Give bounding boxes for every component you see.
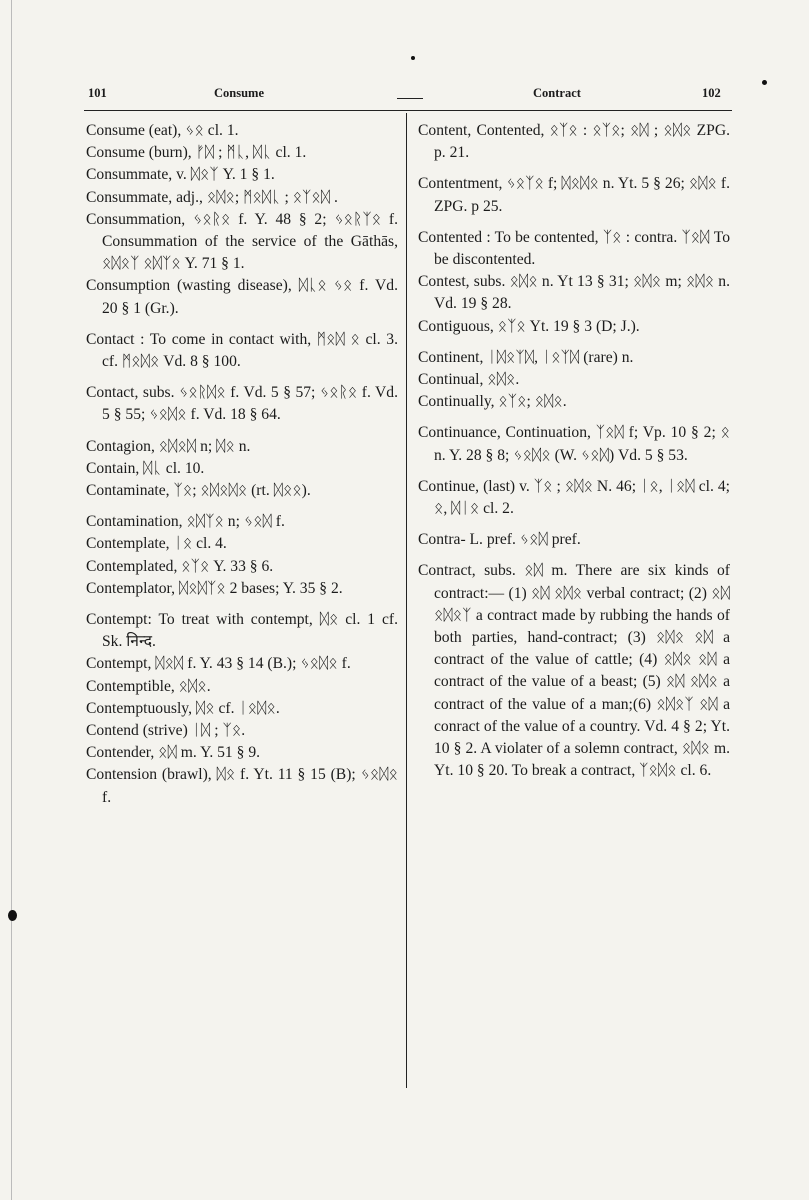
dictionary-entry: Contemplator, ᛞᛟᛞᛉᛟ 2 bases; Y. 35 § 2. xyxy=(86,579,343,597)
dictionary-entry: Contamination, ᛟᛞᛉᛟ n; ᛃᛟᛞ f. xyxy=(86,513,285,531)
dictionary-entry: Contempt: To treat with contempt, ᛞᛟ cl. 1 cf. Sk. निन्द. xyxy=(86,611,398,651)
dictionary-entry: Contain, ᛞᚳ cl. 10. xyxy=(86,459,205,477)
dictionary-entry: Contend (strive) ᛁᛞ ; ᛉᛟ. xyxy=(86,722,246,740)
right-page-number: 102 xyxy=(702,86,721,100)
dictionary-entry: Contact : To come in contact with, ᛗᛟᛞ ᛟ cl. 3. cf. ᛗᛟᛞᛟ Vd. 8 § 100. xyxy=(86,330,398,371)
dictionary-entry: Consume (eat), ᛃᛟ cl. 1. xyxy=(86,122,239,139)
dictionary-entry: Continuance, Continuation, ᛉᛟᛞ f; Vp. 10 § 2; ᛟ n. Y. 28 § 8; ᛃᛟᛞᛟ (W. ᛃᛟᛞ) Vd. 5 § 53. xyxy=(418,424,730,464)
dictionary-entry: Contension (brawl), ᛞᛟ f. Yt. 11 § 15 (B); ᛃᛟᛞᛟ f. xyxy=(86,766,398,806)
dictionary-entry: Contest, subs. ᛟᛞᛟ n. Yt 13 § 31; ᛟᛞᛟ m; ᛟᛞᛟ n. Vd. 19 § 28. xyxy=(418,273,730,313)
left-column xyxy=(86,120,398,809)
dictionary-entry: Continue, (last) v. ᛉᛟ ; ᛟᛞᛟ N. 46; ᛁᛟ, ᛁᛟᛞ cl. 4; ᛟ, ᛞᛁᛟ cl. 2. xyxy=(418,477,730,518)
ink-speck xyxy=(762,80,767,85)
left-running-head: Consume xyxy=(214,86,265,100)
dictionary-entry: Content, Contented, ᛟᛉᛟ : ᛟᛉᛟ; ᛟᛞ ; ᛟᛞᛟ ZPG. p. 21. xyxy=(418,122,730,162)
right-running-head: Contract xyxy=(533,86,581,100)
ink-blot xyxy=(8,910,17,921)
dictionary-entry: Continual, ᛟᛞᛟ. xyxy=(418,371,520,389)
dictionary-entry: Contra- L. pref. ᛃᛟᛞ pref. xyxy=(418,531,581,549)
dictionary-entry: Contemplated, ᛟᛉᛟ Y. 33 § 6. xyxy=(86,557,274,575)
dictionary-entry: Contempt, ᛞᛟᛞ f. Y. 43 § 14 (B.); ᛃᛟᛞᛟ f. xyxy=(86,655,351,673)
dictionary-entry: Consummate, adj., ᛟᛞᛟ; ᛗᛟᛞᚳ ; ᛟᛉᛟᛞ . xyxy=(86,188,338,206)
dictionary-entry: Contented : To be contented, ᛉᛟ : contra. ᛉᛟᛞ To be discontented. xyxy=(418,228,730,269)
dictionary-entry: Contemptible, ᛟᛞᛟ. xyxy=(86,677,211,695)
dictionary-entry: Consummate, v. ᛞᛟᛉ Y. 1 § 1. xyxy=(86,166,275,184)
binding-edge-line xyxy=(11,0,12,1200)
header-dash xyxy=(397,98,423,99)
dictionary-entry: Consummation, ᛃᛟᚱᛟ f. Y. 48 § 2; ᛃᛟᚱᛉᛟ f. Consummation of the service of the Gāthās, ᛟᛞᛟᛉ ᛟᛞᛉᛟ Y. 71 § 1. xyxy=(86,210,398,273)
dictionary-entry: Contemptuously, ᛞᛟ cf. ᛁᛟᛞᛟ. xyxy=(86,699,280,717)
dictionary-entry: Contaminate, ᛉᛟ; ᛟᛞᛟᛞᛟ (rt. ᛞᛟᛟ). xyxy=(86,482,311,500)
dictionary-entry: Contemplate, ᛁᛟ cl. 4. xyxy=(86,535,227,553)
left-page-number: 101 xyxy=(88,86,107,100)
dictionary-entry: Consume (burn), ᚠᛞ ; ᛗᚳ, ᛞᚳ cl. 1. xyxy=(86,144,307,162)
dictionary-entry: Contact, subs. ᛃᛟᚱᛞᛟ f. Vd. 5 § 57; ᛃᛟᚱᛟ f. Vd. 5 § 55; ᛃᛟᛞᛟ f. Vd. 18 § 64. xyxy=(86,384,398,424)
dictionary-entry: Contiguous, ᛟᛉᛟ Yt. 19 § 3 (D; J.). xyxy=(418,317,640,335)
dictionary-entry: Consumption (wasting disease), ᛞᚳᛟ ᛃᛟ f. Vd. 20 § 1 (Gr.). xyxy=(86,277,398,317)
column-divider xyxy=(406,113,407,1088)
dictionary-entry: Contagion, ᛟᛞᛟᛞ n; ᛞᛟ n. xyxy=(86,437,251,455)
dictionary-entry: Continent, ᛁᛞᛟᛉᛞ, ᛁᛟᛉᛞ (rare) n. xyxy=(418,348,634,366)
right-column xyxy=(418,120,730,782)
header-rule xyxy=(84,110,732,111)
dictionary-entry: Contender, ᛟᛞ m. Y. 51 § 9. xyxy=(86,744,261,762)
dictionary-entry: Continually, ᛟᛉᛟ; ᛟᛞᛟ. xyxy=(418,393,567,411)
ink-speck xyxy=(411,56,415,60)
dictionary-entry: Contract, subs. ᛟᛞ m. There are six kinds of contract:— (1) ᛟᛞ ᛟᛞᛟ verbal contract; (2) ᛟᛞ ᛟᛞᛟᛉ a contract made by rubbing the hands of both parties, hand-contract; (3) ᛟᛞᛟ ᛟᛞ a contract of the value of cattle; (4) ᛟᛞᛟ ᛟᛞ a contract of the value of a beast; (5) ᛟᛞ ᛟᛞᛟ a contract of the value of a man;(6) ᛟᛞᛟᛉ ᛟᛞ a conract of the value of a country. Vd. 4 § 2; Yt. 10 § 2. A violater of a solemn contract, ᛟᛞᛟ m. Yt. 10 § 20. To break a contract, ᛉᛟᛞᛟ cl. 6. xyxy=(418,562,730,780)
dictionary-entry: Contentment, ᛃᛟᛉᛟ f; ᛞᛟᛞᛟ n. Yt. 5 § 26; ᛟᛞᛟ f. ZPG. p 25. xyxy=(418,175,730,215)
